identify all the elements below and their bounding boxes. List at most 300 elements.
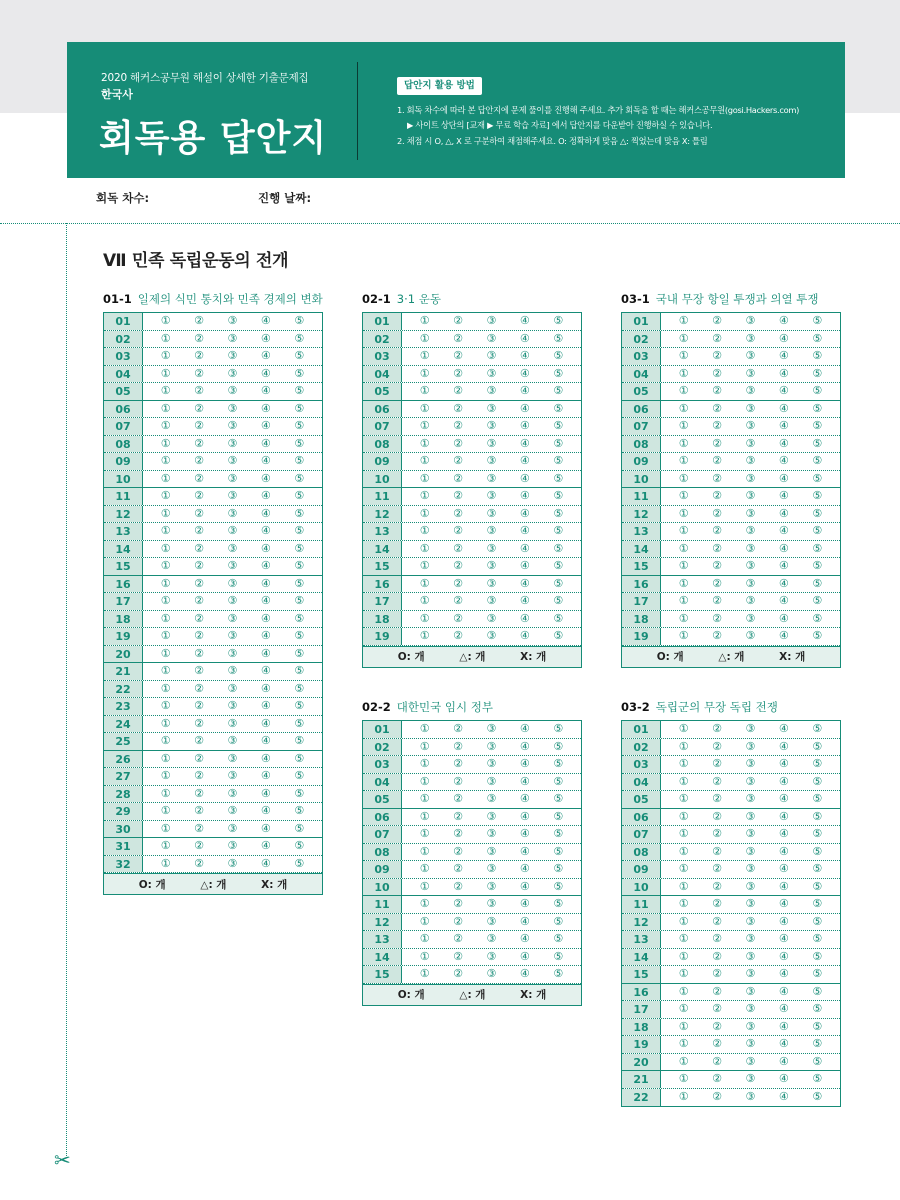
choice-bubble[interactable]: ② <box>194 664 205 678</box>
choice-bubble[interactable]: ⑤ <box>553 576 564 590</box>
choice-bubble[interactable]: ③ <box>745 1002 756 1016</box>
choice-bubble[interactable]: ④ <box>260 384 271 398</box>
choice-bubble[interactable]: ③ <box>227 366 238 380</box>
choice-bubble[interactable]: ② <box>194 401 205 415</box>
choice-bubble[interactable]: ⑤ <box>812 401 823 415</box>
choice-bubble[interactable]: ④ <box>519 879 530 893</box>
choice-bubble[interactable]: ⑤ <box>812 1054 823 1068</box>
choice-bubble[interactable]: ① <box>160 524 171 538</box>
choice-bubble[interactable]: ③ <box>486 471 497 485</box>
choice-bubble[interactable]: ① <box>419 897 430 911</box>
choice-bubble[interactable]: ③ <box>227 594 238 608</box>
choice-bubble[interactable]: ③ <box>227 699 238 713</box>
choice-bubble[interactable]: ④ <box>519 862 530 876</box>
choice-bubble[interactable]: ⑤ <box>553 949 564 963</box>
choice-bubble[interactable]: ③ <box>745 506 756 520</box>
choice-bubble[interactable]: ⑤ <box>812 611 823 625</box>
choice-bubble[interactable]: ⑤ <box>294 751 305 765</box>
choice-bubble[interactable]: ③ <box>227 664 238 678</box>
choice-bubble[interactable]: ⑤ <box>294 856 305 870</box>
choice-bubble[interactable]: ② <box>194 751 205 765</box>
choice-bubble[interactable]: ⑤ <box>812 524 823 538</box>
choice-bubble[interactable]: ③ <box>745 576 756 590</box>
choice-bubble[interactable]: ④ <box>778 506 789 520</box>
choice-bubble[interactable]: ④ <box>519 722 530 736</box>
choice-bubble[interactable]: ① <box>678 1090 689 1104</box>
choice-bubble[interactable]: ④ <box>778 489 789 503</box>
choice-bubble[interactable]: ③ <box>227 769 238 783</box>
choice-bubble[interactable]: ⑤ <box>553 524 564 538</box>
choice-bubble[interactable]: ④ <box>260 349 271 363</box>
choice-bubble[interactable]: ⑤ <box>294 454 305 468</box>
choice-bubble[interactable]: ⑤ <box>553 879 564 893</box>
choice-bubble[interactable]: ⑤ <box>294 349 305 363</box>
choice-bubble[interactable]: ⑤ <box>294 419 305 433</box>
choice-bubble[interactable]: ④ <box>260 576 271 590</box>
choice-bubble[interactable]: ① <box>419 506 430 520</box>
choice-bubble[interactable]: ③ <box>745 419 756 433</box>
choice-bubble[interactable]: ⑤ <box>553 792 564 806</box>
choice-bubble[interactable]: ④ <box>519 436 530 450</box>
choice-bubble[interactable]: ① <box>419 314 430 328</box>
choice-bubble[interactable]: ① <box>678 1054 689 1068</box>
choice-bubble[interactable]: ③ <box>227 349 238 363</box>
choice-bubble[interactable]: ⑤ <box>812 471 823 485</box>
choice-bubble[interactable]: ⑤ <box>294 646 305 660</box>
choice-bubble[interactable]: ⑤ <box>553 506 564 520</box>
choice-bubble[interactable]: ④ <box>260 559 271 573</box>
choice-bubble[interactable]: ④ <box>260 716 271 730</box>
choice-bubble[interactable]: ③ <box>745 384 756 398</box>
choice-bubble[interactable]: ② <box>712 489 723 503</box>
choice-bubble[interactable]: ② <box>712 471 723 485</box>
choice-bubble[interactable]: ① <box>678 419 689 433</box>
choice-bubble[interactable]: ⑤ <box>812 757 823 771</box>
tally-x[interactable]: X: 개 <box>779 651 806 663</box>
choice-bubble[interactable]: ① <box>678 809 689 823</box>
choice-bubble[interactable]: ④ <box>778 862 789 876</box>
round-field-label[interactable]: 회독 차수: <box>96 191 150 205</box>
choice-bubble[interactable]: ② <box>453 722 464 736</box>
choice-bubble[interactable]: ④ <box>519 792 530 806</box>
choice-bubble[interactable]: ⑤ <box>553 419 564 433</box>
choice-bubble[interactable]: ⑤ <box>812 862 823 876</box>
choice-bubble[interactable]: ③ <box>486 722 497 736</box>
choice-bubble[interactable]: ① <box>160 314 171 328</box>
choice-bubble[interactable]: ③ <box>227 331 238 345</box>
choice-bubble[interactable]: ③ <box>227 611 238 625</box>
choice-bubble[interactable]: ⑤ <box>294 716 305 730</box>
choice-bubble[interactable]: ② <box>194 629 205 643</box>
choice-bubble[interactable]: ③ <box>745 1019 756 1033</box>
choice-bubble[interactable]: ② <box>453 932 464 946</box>
choice-bubble[interactable]: ③ <box>486 757 497 771</box>
choice-bubble[interactable]: ③ <box>745 827 756 841</box>
choice-bubble[interactable]: ⑤ <box>294 804 305 818</box>
choice-bubble[interactable]: ② <box>194 839 205 853</box>
choice-bubble[interactable]: ⑤ <box>294 331 305 345</box>
choice-bubble[interactable]: ③ <box>486 862 497 876</box>
choice-bubble[interactable]: ③ <box>745 611 756 625</box>
choice-bubble[interactable]: ③ <box>745 844 756 858</box>
choice-bubble[interactable]: ② <box>712 1072 723 1086</box>
choice-bubble[interactable]: ③ <box>745 436 756 450</box>
choice-bubble[interactable]: ② <box>194 821 205 835</box>
choice-bubble[interactable]: ② <box>712 949 723 963</box>
choice-bubble[interactable]: ④ <box>778 1072 789 1086</box>
choice-bubble[interactable]: ③ <box>745 629 756 643</box>
choice-bubble[interactable]: ④ <box>260 734 271 748</box>
choice-bubble[interactable]: ① <box>419 757 430 771</box>
choice-bubble[interactable]: ② <box>712 419 723 433</box>
choice-bubble[interactable]: ① <box>160 856 171 870</box>
choice-bubble[interactable]: ② <box>712 774 723 788</box>
choice-bubble[interactable]: ④ <box>260 331 271 345</box>
choice-bubble[interactable]: ③ <box>486 879 497 893</box>
choice-bubble[interactable]: ① <box>419 967 430 981</box>
choice-bubble[interactable]: ⑤ <box>553 827 564 841</box>
choice-bubble[interactable]: ② <box>712 611 723 625</box>
tally-x[interactable]: X: 개 <box>261 878 288 891</box>
choice-bubble[interactable]: ③ <box>745 454 756 468</box>
choice-bubble[interactable]: ② <box>453 611 464 625</box>
choice-bubble[interactable]: ⑤ <box>812 932 823 946</box>
choice-bubble[interactable]: ① <box>419 932 430 946</box>
choice-bubble[interactable]: ⑤ <box>294 314 305 328</box>
choice-bubble[interactable]: ④ <box>519 349 530 363</box>
choice-bubble[interactable]: ⑤ <box>553 401 564 415</box>
choice-bubble[interactable]: ① <box>419 594 430 608</box>
choice-bubble[interactable]: ④ <box>519 524 530 538</box>
choice-bubble[interactable]: ② <box>453 967 464 981</box>
choice-bubble[interactable]: ② <box>453 506 464 520</box>
choice-bubble[interactable]: ③ <box>745 809 756 823</box>
choice-bubble[interactable]: ② <box>194 524 205 538</box>
choice-bubble[interactable]: ② <box>194 331 205 345</box>
choice-bubble[interactable]: ⑤ <box>553 757 564 771</box>
choice-bubble[interactable]: ② <box>194 419 205 433</box>
choice-bubble[interactable]: ③ <box>227 559 238 573</box>
choice-bubble[interactable]: ② <box>712 1054 723 1068</box>
choice-bubble[interactable]: ③ <box>486 774 497 788</box>
choice-bubble[interactable]: ④ <box>778 897 789 911</box>
choice-bubble[interactable]: ① <box>160 646 171 660</box>
choice-bubble[interactable]: ① <box>160 436 171 450</box>
choice-bubble[interactable]: ① <box>160 769 171 783</box>
choice-bubble[interactable]: ① <box>678 827 689 841</box>
tally-tri[interactable]: △: 개 <box>459 989 486 1001</box>
choice-bubble[interactable]: ④ <box>778 1090 789 1104</box>
choice-bubble[interactable]: ② <box>194 541 205 555</box>
choice-bubble[interactable]: ③ <box>486 559 497 573</box>
choice-bubble[interactable]: ② <box>453 419 464 433</box>
choice-bubble[interactable]: ② <box>194 611 205 625</box>
choice-bubble[interactable]: ⑤ <box>553 314 564 328</box>
choice-bubble[interactable]: ④ <box>260 454 271 468</box>
choice-bubble[interactable]: ⑤ <box>553 897 564 911</box>
choice-bubble[interactable]: ④ <box>519 419 530 433</box>
choice-bubble[interactable]: ④ <box>778 949 789 963</box>
choice-bubble[interactable]: ⑤ <box>812 809 823 823</box>
choice-bubble[interactable]: ② <box>712 739 723 753</box>
choice-bubble[interactable]: ③ <box>745 1054 756 1068</box>
choice-bubble[interactable]: ④ <box>778 1019 789 1033</box>
choice-bubble[interactable]: ① <box>678 594 689 608</box>
choice-bubble[interactable]: ④ <box>519 401 530 415</box>
choice-bubble[interactable]: ③ <box>745 594 756 608</box>
choice-bubble[interactable]: ② <box>194 314 205 328</box>
choice-bubble[interactable]: ③ <box>227 821 238 835</box>
choice-bubble[interactable]: ① <box>678 914 689 928</box>
choice-bubble[interactable]: ④ <box>519 967 530 981</box>
choice-bubble[interactable]: ④ <box>260 524 271 538</box>
choice-bubble[interactable]: ⑤ <box>294 681 305 695</box>
choice-bubble[interactable]: ④ <box>519 541 530 555</box>
choice-bubble[interactable]: ③ <box>486 489 497 503</box>
choice-bubble[interactable]: ① <box>419 862 430 876</box>
choice-bubble[interactable]: ② <box>453 844 464 858</box>
choice-bubble[interactable]: ④ <box>778 809 789 823</box>
choice-bubble[interactable]: ① <box>160 751 171 765</box>
choice-bubble[interactable]: ④ <box>519 827 530 841</box>
choice-bubble[interactable]: ③ <box>745 897 756 911</box>
choice-bubble[interactable]: ③ <box>227 646 238 660</box>
choice-bubble[interactable]: ② <box>194 506 205 520</box>
choice-bubble[interactable]: ② <box>453 774 464 788</box>
choice-bubble[interactable]: ⑤ <box>294 541 305 555</box>
choice-bubble[interactable]: ③ <box>486 594 497 608</box>
choice-bubble[interactable]: ① <box>678 524 689 538</box>
choice-bubble[interactable]: ① <box>419 384 430 398</box>
choice-bubble[interactable]: ③ <box>227 786 238 800</box>
choice-bubble[interactable]: ④ <box>519 594 530 608</box>
choice-bubble[interactable]: ④ <box>260 611 271 625</box>
choice-bubble[interactable]: ④ <box>778 419 789 433</box>
choice-bubble[interactable]: ② <box>712 594 723 608</box>
choice-bubble[interactable]: ② <box>453 757 464 771</box>
choice-bubble[interactable]: ② <box>194 384 205 398</box>
choice-bubble[interactable]: ② <box>453 559 464 573</box>
choice-bubble[interactable]: ⑤ <box>294 734 305 748</box>
choice-bubble[interactable]: ③ <box>486 454 497 468</box>
tally-o[interactable]: O: 개 <box>397 989 425 1001</box>
choice-bubble[interactable]: ④ <box>519 559 530 573</box>
choice-bubble[interactable]: ④ <box>778 559 789 573</box>
choice-bubble[interactable]: ⑤ <box>812 897 823 911</box>
choice-bubble[interactable]: ③ <box>227 436 238 450</box>
choice-bubble[interactable]: ② <box>712 401 723 415</box>
choice-bubble[interactable]: ① <box>160 401 171 415</box>
choice-bubble[interactable]: ③ <box>227 751 238 765</box>
choice-bubble[interactable]: ④ <box>519 506 530 520</box>
choice-bubble[interactable]: ⑤ <box>812 366 823 380</box>
choice-bubble[interactable]: ① <box>419 844 430 858</box>
choice-bubble[interactable]: ① <box>419 774 430 788</box>
choice-bubble[interactable]: ⑤ <box>812 1002 823 1016</box>
choice-bubble[interactable]: ⑤ <box>812 827 823 841</box>
choice-bubble[interactable]: ② <box>453 949 464 963</box>
choice-bubble[interactable]: ② <box>712 541 723 555</box>
choice-bubble[interactable]: ⑤ <box>812 629 823 643</box>
tally-o[interactable]: O: 개 <box>397 651 425 663</box>
choice-bubble[interactable]: ⑤ <box>812 1090 823 1104</box>
choice-bubble[interactable]: ④ <box>519 844 530 858</box>
choice-bubble[interactable]: ⑤ <box>812 722 823 736</box>
choice-bubble[interactable]: ③ <box>486 419 497 433</box>
choice-bubble[interactable]: ④ <box>778 792 789 806</box>
choice-bubble[interactable]: ② <box>712 967 723 981</box>
choice-bubble[interactable]: ② <box>194 576 205 590</box>
choice-bubble[interactable]: ① <box>160 611 171 625</box>
choice-bubble[interactable]: ③ <box>486 506 497 520</box>
choice-bubble[interactable]: ⑤ <box>294 471 305 485</box>
choice-bubble[interactable]: ① <box>678 932 689 946</box>
choice-bubble[interactable]: ② <box>453 739 464 753</box>
choice-bubble[interactable]: ② <box>194 681 205 695</box>
choice-bubble[interactable]: ① <box>160 384 171 398</box>
choice-bubble[interactable]: ③ <box>486 897 497 911</box>
choice-bubble[interactable]: ② <box>194 349 205 363</box>
choice-bubble[interactable]: ① <box>419 489 430 503</box>
choice-bubble[interactable]: ④ <box>778 314 789 328</box>
choice-bubble[interactable]: ① <box>160 349 171 363</box>
choice-bubble[interactable]: ② <box>453 314 464 328</box>
choice-bubble[interactable]: ④ <box>778 471 789 485</box>
choice-bubble[interactable]: ③ <box>227 454 238 468</box>
choice-bubble[interactable]: ③ <box>486 739 497 753</box>
choice-bubble[interactable]: ② <box>194 716 205 730</box>
choice-bubble[interactable]: ④ <box>778 879 789 893</box>
choice-bubble[interactable]: ④ <box>778 611 789 625</box>
choice-bubble[interactable]: ④ <box>260 821 271 835</box>
choice-bubble[interactable]: ③ <box>486 541 497 555</box>
choice-bubble[interactable]: ② <box>712 436 723 450</box>
choice-bubble[interactable]: ① <box>678 1002 689 1016</box>
choice-bubble[interactable]: ② <box>194 559 205 573</box>
choice-bubble[interactable]: ⑤ <box>812 949 823 963</box>
choice-bubble[interactable]: ③ <box>745 879 756 893</box>
choice-bubble[interactable]: ① <box>160 576 171 590</box>
choice-bubble[interactable]: ① <box>160 366 171 380</box>
choice-bubble[interactable]: ④ <box>778 401 789 415</box>
choice-bubble[interactable]: ① <box>678 792 689 806</box>
choice-bubble[interactable]: ③ <box>227 576 238 590</box>
choice-bubble[interactable]: ⑤ <box>812 914 823 928</box>
choice-bubble[interactable]: ③ <box>486 384 497 398</box>
tally-o[interactable]: O: 개 <box>656 651 684 663</box>
choice-bubble[interactable]: ③ <box>486 629 497 643</box>
choice-bubble[interactable]: ⑤ <box>812 489 823 503</box>
choice-bubble[interactable]: ⑤ <box>553 932 564 946</box>
choice-bubble[interactable]: ① <box>419 331 430 345</box>
choice-bubble[interactable]: ④ <box>519 914 530 928</box>
choice-bubble[interactable]: ① <box>678 967 689 981</box>
choice-bubble[interactable]: ④ <box>778 844 789 858</box>
choice-bubble[interactable]: ③ <box>227 471 238 485</box>
choice-bubble[interactable]: ④ <box>778 1037 789 1051</box>
choice-bubble[interactable]: ④ <box>519 949 530 963</box>
choice-bubble[interactable]: ① <box>160 716 171 730</box>
choice-bubble[interactable]: ③ <box>227 716 238 730</box>
choice-bubble[interactable]: ④ <box>778 722 789 736</box>
choice-bubble[interactable]: ③ <box>745 1090 756 1104</box>
choice-bubble[interactable]: ⑤ <box>812 844 823 858</box>
choice-bubble[interactable]: ⑤ <box>812 1019 823 1033</box>
choice-bubble[interactable]: ② <box>712 844 723 858</box>
choice-bubble[interactable]: ⑤ <box>812 774 823 788</box>
choice-bubble[interactable]: ⑤ <box>812 1072 823 1086</box>
choice-bubble[interactable]: ③ <box>745 862 756 876</box>
choice-bubble[interactable]: ④ <box>260 419 271 433</box>
choice-bubble[interactable]: ③ <box>745 984 756 998</box>
choice-bubble[interactable]: ① <box>160 629 171 643</box>
choice-bubble[interactable]: ② <box>712 862 723 876</box>
choice-bubble[interactable]: ③ <box>486 314 497 328</box>
choice-bubble[interactable]: ④ <box>519 809 530 823</box>
choice-bubble[interactable]: ① <box>678 629 689 643</box>
choice-bubble[interactable]: ⑤ <box>812 792 823 806</box>
choice-bubble[interactable]: ② <box>712 757 723 771</box>
choice-bubble[interactable]: ④ <box>519 739 530 753</box>
choice-bubble[interactable]: ② <box>453 879 464 893</box>
choice-bubble[interactable]: ⑤ <box>294 664 305 678</box>
choice-bubble[interactable]: ① <box>160 821 171 835</box>
choice-bubble[interactable]: ② <box>712 879 723 893</box>
choice-bubble[interactable]: ③ <box>227 734 238 748</box>
choice-bubble[interactable]: ⑤ <box>294 786 305 800</box>
choice-bubble[interactable]: ③ <box>486 949 497 963</box>
choice-bubble[interactable]: ④ <box>260 681 271 695</box>
choice-bubble[interactable]: ① <box>160 839 171 853</box>
choice-bubble[interactable]: ① <box>678 949 689 963</box>
choice-bubble[interactable]: ① <box>160 506 171 520</box>
choice-bubble[interactable]: ⑤ <box>294 839 305 853</box>
choice-bubble[interactable]: ④ <box>778 1002 789 1016</box>
choice-bubble[interactable]: ⑤ <box>294 821 305 835</box>
choice-bubble[interactable]: ④ <box>519 314 530 328</box>
choice-bubble[interactable]: ⑤ <box>812 419 823 433</box>
choice-bubble[interactable]: ⑤ <box>553 844 564 858</box>
choice-bubble[interactable]: ③ <box>745 366 756 380</box>
choice-bubble[interactable]: ⑤ <box>553 862 564 876</box>
choice-bubble[interactable]: ③ <box>227 681 238 695</box>
choice-bubble[interactable]: ④ <box>778 757 789 771</box>
choice-bubble[interactable]: ⑤ <box>553 809 564 823</box>
choice-bubble[interactable]: ① <box>678 454 689 468</box>
choice-bubble[interactable]: ④ <box>519 471 530 485</box>
choice-bubble[interactable]: ① <box>160 664 171 678</box>
choice-bubble[interactable]: ① <box>419 576 430 590</box>
choice-bubble[interactable]: ③ <box>745 349 756 363</box>
choice-bubble[interactable]: ③ <box>745 949 756 963</box>
choice-bubble[interactable]: ① <box>678 366 689 380</box>
choice-bubble[interactable]: ② <box>453 576 464 590</box>
choice-bubble[interactable]: ③ <box>486 436 497 450</box>
choice-bubble[interactable]: ④ <box>260 804 271 818</box>
choice-bubble[interactable]: ④ <box>778 739 789 753</box>
choice-bubble[interactable]: ② <box>712 1002 723 1016</box>
choice-bubble[interactable]: ② <box>453 792 464 806</box>
choice-bubble[interactable]: ① <box>160 559 171 573</box>
choice-bubble[interactable]: ③ <box>227 419 238 433</box>
choice-bubble[interactable]: ④ <box>260 751 271 765</box>
choice-bubble[interactable]: ④ <box>260 541 271 555</box>
choice-bubble[interactable]: ① <box>160 489 171 503</box>
choice-bubble[interactable]: ① <box>160 699 171 713</box>
choice-bubble[interactable]: ③ <box>745 722 756 736</box>
choice-bubble[interactable]: ④ <box>260 839 271 853</box>
choice-bubble[interactable]: ④ <box>260 856 271 870</box>
